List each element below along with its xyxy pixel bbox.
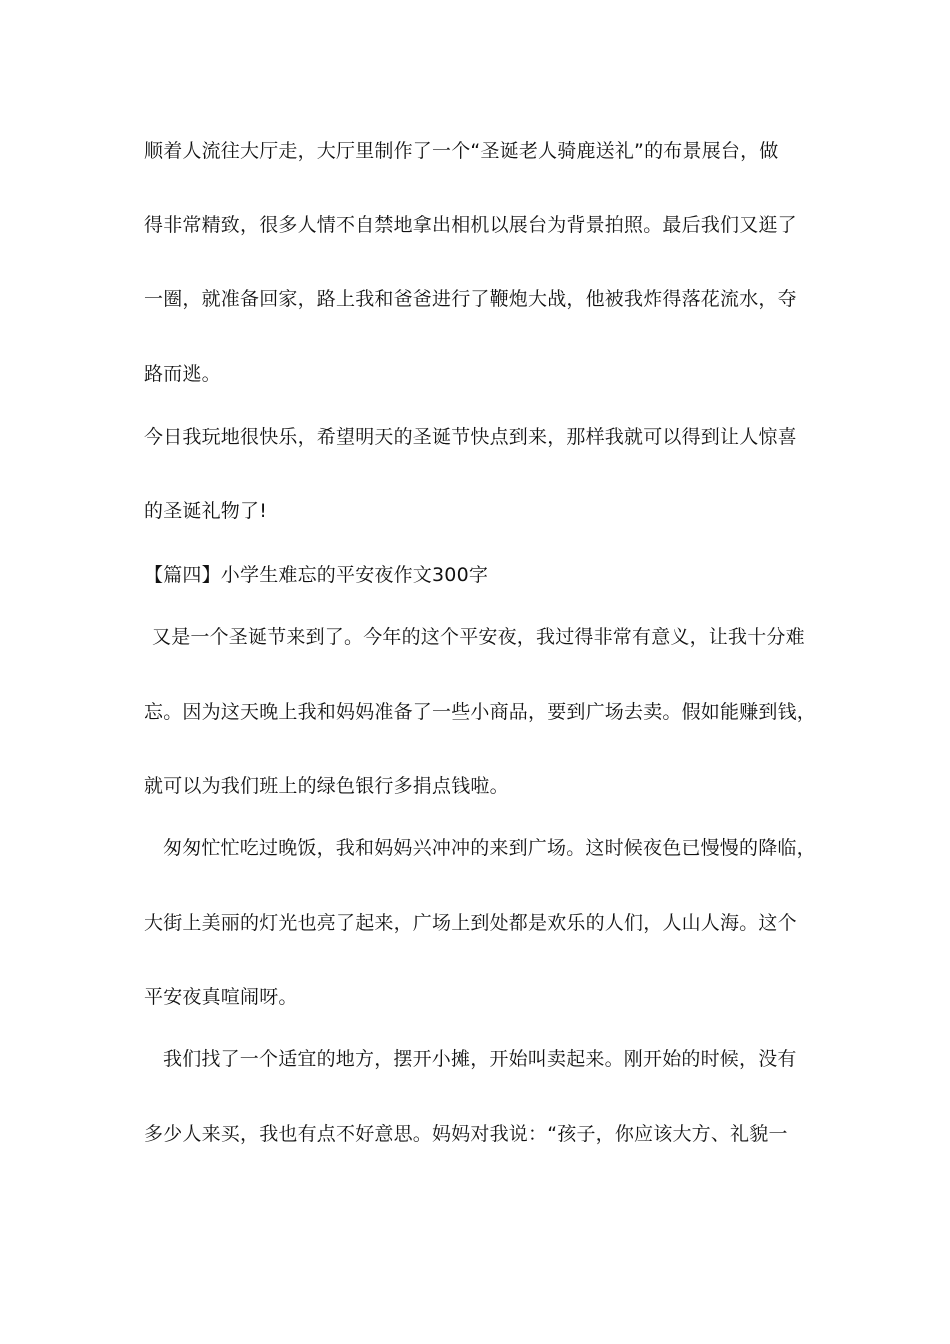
paragraph-line: 忘。因为这天晚上我和妈妈准备了一些小商品，要到广场去卖。假如能赚到钱， — [144, 701, 817, 723]
paragraph-line: 多少人来买，我也有点不好意思。妈妈对我说：“孩子，你应该大方、礼貌一 — [144, 1123, 788, 1145]
paragraph-line: 匆匆忙忙吃过晚饭，我和妈妈兴冲冲的来到广场。这时候夜色已慢慢的降临， — [163, 837, 816, 859]
paragraph-line: 平安夜真喧闹呀。 — [144, 986, 298, 1008]
paragraph-line: 我们找了一个适宜的地方，摆开小摊，开始叫卖起来。刚开始的时候，没有 — [163, 1048, 797, 1070]
paragraph-line: 就可以为我们班上的绿色银行多捐点钱啦。 — [144, 775, 509, 797]
paragraph-line: 的圣诞礼物了! — [144, 500, 268, 522]
paragraph-line: 顺着人流往大厅走，大厅里制作了一个“圣诞老人骑鹿送礼”的布景展台，做 — [144, 140, 779, 162]
paragraph-line: 大街上美丽的灯光也亮了起来，广场上到处都是欢乐的人们，人山人海。这个 — [144, 912, 797, 934]
paragraph-line: 路而逃。 — [144, 363, 221, 385]
section-heading: 【篇四】小学生难忘的平安夜作文300字 — [144, 564, 489, 586]
paragraph-line: 得非常精致，很多人情不自禁地拿出相机以展台为背景拍照。最后我们又逛了 — [144, 214, 797, 236]
paragraph-line: 又是一个圣诞节来到了。今年的这个平安夜，我过得非常有意义，让我十分难 — [152, 626, 805, 648]
paragraph-line: 一圈，就准备回家，路上我和爸爸进行了鞭炮大战，他被我炸得落花流水，夺 — [144, 288, 797, 310]
paragraph-line: 今日我玩地很快乐，希望明天的圣诞节快点到来，那样我就可以得到让人惊喜 — [144, 426, 797, 448]
